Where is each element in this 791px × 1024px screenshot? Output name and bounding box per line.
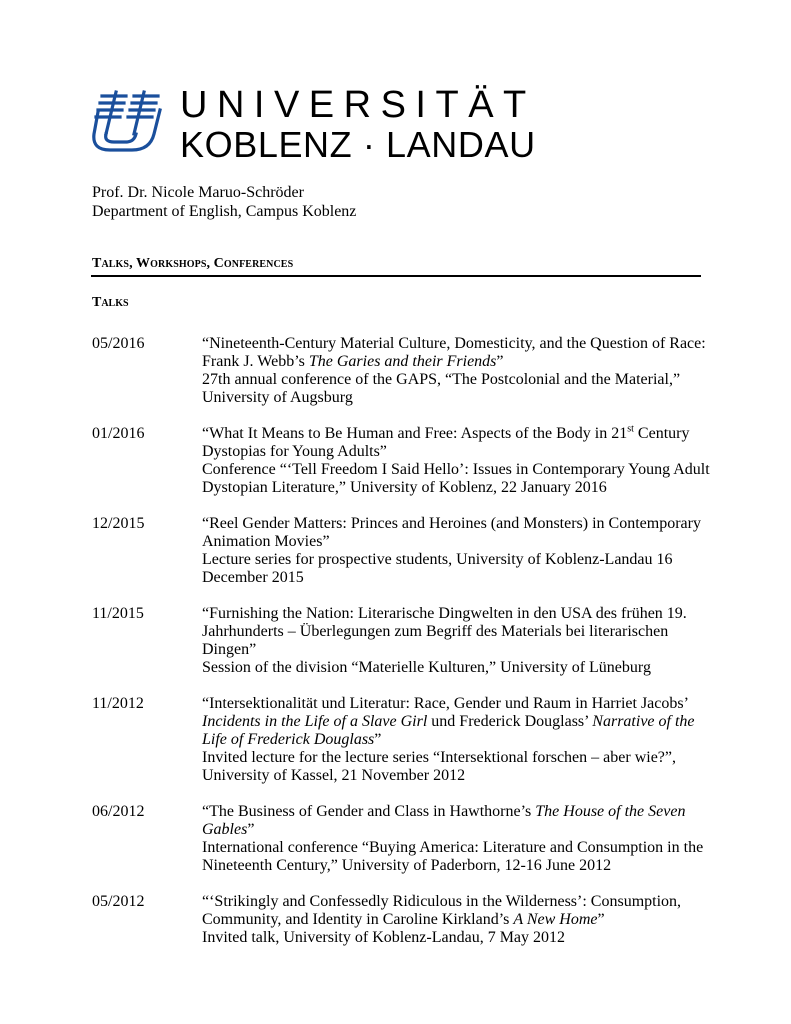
talk-entry [92,515,712,587]
talk-title-superscript: st [627,423,634,435]
talk-title [202,695,712,749]
talk-entry [92,335,712,407]
sender-block [92,183,356,221]
talks-list [92,335,712,965]
talk-title-italic: The House of the Seven Gables [202,803,686,838]
sender-department: Department of English, Campus Koblenz [92,203,357,220]
talk-title-text: ” [374,731,382,748]
talk-entry [92,893,712,947]
talk-venue: Lecture series for prospective students, University of Koblenz-Landau 16 December 2015 [202,551,673,586]
talk-title-text: ” [496,353,504,370]
talk-title-italic: Incidents in the Life of a Slave Girl [202,713,428,730]
logo-wordmark [180,86,536,163]
talk-details [202,515,712,587]
talk-title: “Furnishing the Nation: Literarische Dingwelten in den USA des frühen 19. Jahrhunderts – Überlegungen zum Begriff des Materials bei literarischen Dingen” [202,605,687,658]
talk-entry [92,695,712,785]
talk-date: 11/2015 [92,605,144,622]
section-divider [91,275,701,277]
talk-date: 12/2015 [92,515,145,532]
talk-details [202,605,712,677]
talk-entry [92,425,712,497]
logo-wordmark-line1: UNIVERSITÄT [180,84,536,126]
logo-wordmark-line2: KOBLENZ · LANDAU [180,124,536,165]
talk-title-text: “Nineteenth-Century Material Culture, Domesticity, and the Question of Race: Frank J. Webb’s [202,335,706,370]
talk-venue: Invited lecture for the lecture series “Intersektional forschen – aber wie?”, University of Kassel, 21 November 2012 [202,749,676,784]
talk-date: 01/2016 [92,425,145,442]
talk-details [202,803,712,875]
talk-title [202,335,712,371]
talk-date: 06/2012 [92,803,145,820]
talk-title [202,803,712,839]
talk-title-text: und Frederick Douglass’ [427,713,593,730]
talk-details [202,335,712,407]
talk-venue: International conference “Buying America: Literature and Consumption in the Nineteenth Century,” University of Paderborn, 12-16 June 2012 [202,839,704,874]
talk-title-text: Century Dystopias for Young Adults” [202,425,690,460]
talk-details [202,893,712,947]
university-logo-mark-icon [92,90,168,154]
talk-entry [92,803,712,875]
talk-details [202,695,712,785]
talk-venue: Session of the division “Materielle Kulturen,” University of Lüneburg [202,659,651,676]
talk-title-italic: A New Home [513,911,598,928]
talk-title-text: “‘Strikingly and Confessedly Ridiculous in the Wilderness’: Consumption, Community, and Identity in Caroline Kirkland’s [202,893,682,928]
section-heading: Talks, Workshops, Conferences [92,256,294,271]
talk-title: “Reel Gender Matters: Princes and Heroines (and Monsters) in Contemporary Animation Movies” [202,515,701,550]
talk-venue: Invited talk, University of Koblenz-Landau, 7 May 2012 [202,929,566,946]
talk-date: 11/2012 [92,695,144,712]
talk-venue: 27th annual conference of the GAPS, “The Postcolonial and the Material,” University of Augsburg [202,371,681,406]
talk-title-text: “What It Means to Be Human and Free: Aspects of the Body in 21 [202,425,628,442]
talk-date: 05/2012 [92,893,145,910]
university-logo [92,86,536,163]
talk-title [202,893,712,929]
talk-title-text: “Intersektionalität und Literatur: Race, Gender und Raum in Harriet Jacobs’ [202,695,688,712]
talk-date: 05/2016 [92,335,145,352]
subsection-heading: Talks [92,295,129,310]
talk-title-text: ” [597,911,605,928]
talk-title-italic: The Garies and their Friends [308,353,497,370]
talk-venue: Conference “‘Tell Freedom I Said Hello’: Issues in Contemporary Young Adult Dystopian Literature,” University of Koblenz, 22 January 2016 [202,461,710,496]
talk-title-text: “The Business of Gender and Class in Hawthorne’s [202,803,536,820]
talk-details [202,425,712,497]
talk-entry [92,605,712,677]
sender-name: Prof. Dr. Nicole Maruo-Schröder [92,184,304,201]
talk-title-text: ” [247,821,255,838]
talk-title-italic: Narrative of the Life of Frederick Douglass [202,713,695,748]
talk-title [202,425,712,461]
